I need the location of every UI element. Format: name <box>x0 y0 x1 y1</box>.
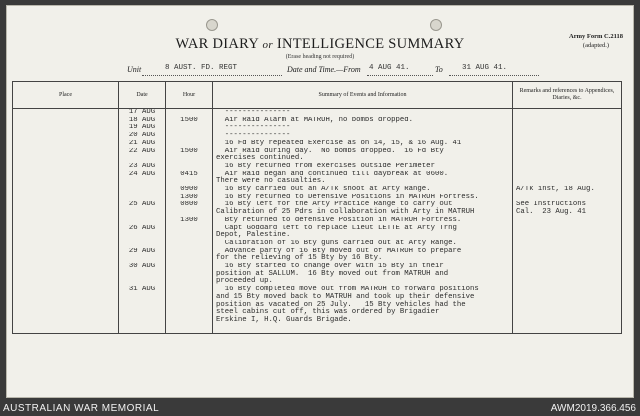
table-row <box>13 186 622 194</box>
unit-value: 8 AUST. FD. REGT <box>165 64 238 72</box>
place-cell <box>13 117 119 125</box>
hour-cell <box>166 124 213 132</box>
remarks-cell <box>513 132 622 140</box>
date-cell: 20 AUG <box>119 132 166 140</box>
summary-cell: Air Raid during day. No bombs dropped. 16 Fd Bty exercises continued. <box>213 148 513 163</box>
table-row <box>13 148 622 163</box>
archive-footer <box>0 399 640 416</box>
remarks-cell <box>513 148 622 163</box>
to-underline <box>449 75 539 76</box>
remarks-cell <box>513 248 622 263</box>
army-form-adapted: (adapted.) <box>582 42 610 49</box>
place-cell <box>13 194 119 202</box>
place-cell <box>13 201 119 216</box>
empty-cell <box>513 325 622 334</box>
empty-cell <box>166 325 213 334</box>
hour-cell: 1500 <box>166 148 213 163</box>
date-from-label: Date and Time.—From <box>287 65 361 74</box>
punch-hole-left <box>206 19 218 31</box>
remarks-cell: A/Tk inst, 18 Aug. <box>513 186 622 194</box>
title-intelligence-summary: INTELLIGENCE SUMMARY <box>276 36 465 52</box>
date-cell: 24 AUG <box>119 171 166 186</box>
date-cell: 19 AUG <box>119 124 166 132</box>
table-end-row <box>13 325 622 334</box>
place-cell <box>13 248 119 263</box>
summary-cell: Advance party of 16 Bty moved out of MATRUH to prepare for the relieving of 15 Bty by 16 Bty. <box>213 248 513 263</box>
remarks-cell: See Instructions Cal. 23 Aug. 41 <box>513 201 622 216</box>
table-row <box>13 171 622 186</box>
table-row <box>13 140 622 148</box>
place-cell <box>13 109 119 117</box>
summary-cell: 16 Bty returned to Defensive Positions in MATRUH Fortress. <box>213 194 513 202</box>
summary-cell: 16 Bty started to change over with 15 Bty in their position at SALLUM. 16 Bty moved out from MATRUH and proceeded up. <box>213 263 513 286</box>
hour-cell <box>166 240 213 248</box>
table-row <box>13 109 622 117</box>
hour-cell <box>166 132 213 140</box>
remarks-cell <box>513 109 622 117</box>
date-cell <box>119 194 166 202</box>
summary-cell: --------------- <box>213 132 513 140</box>
place-cell <box>13 124 119 132</box>
form-subtitle: (Erase heading not required) <box>285 54 355 60</box>
summary-cell: Air Raid began and continued till daybreak at 0600. There were no casualties. <box>213 171 513 186</box>
hour-cell: 1500 <box>166 117 213 125</box>
remarks-cell <box>513 124 622 132</box>
summary-cell: Air Raid Alarm at MATRUH, no bombs dropped. <box>213 117 513 125</box>
place-cell <box>13 225 119 240</box>
diary-sheet <box>6 5 634 398</box>
table-row <box>13 194 622 202</box>
col-header-summary: Summary of Events and Information <box>213 82 513 109</box>
place-cell <box>13 140 119 148</box>
col-header-hour: Hour <box>166 82 213 109</box>
date-cell <box>119 186 166 194</box>
summary-cell: Bty returned to defensive Position in MATRUH Fortress. <box>213 217 513 225</box>
remarks-cell <box>513 194 622 202</box>
place-cell <box>13 217 119 225</box>
table-row <box>13 124 622 132</box>
army-form-label <box>569 32 623 50</box>
remarks-cell <box>513 163 622 171</box>
army-form-number: Army Form C.2118 <box>569 33 623 40</box>
place-cell <box>13 148 119 163</box>
date-cell <box>119 217 166 225</box>
footer-accession-number: AWM2019.366.456 <box>550 403 636 414</box>
from-underline <box>367 75 433 76</box>
col-header-date: Date <box>119 82 166 109</box>
date-cell: 29 AUG <box>119 248 166 263</box>
date-cell: 26 AUG <box>119 225 166 240</box>
empty-cell <box>13 325 119 334</box>
unit-label: Unit <box>127 65 142 74</box>
remarks-cell <box>513 225 622 240</box>
date-cell: 23 AUG <box>119 163 166 171</box>
summary-cell: 16 Bty completed move out from MATRUH to forward positions and 15 Bty moved back to MATRUH and took up their defensive position as vacated on 25 July. 15 Bty vehicles had the steel cabins cut off, this was ordered by Brigadier Erskine I, H.Q. Guards Brigade. <box>213 286 513 325</box>
hour-cell <box>166 109 213 117</box>
hour-cell: 0900 <box>166 186 213 194</box>
table-header-row <box>13 82 622 109</box>
hour-cell <box>166 263 213 286</box>
hour-cell <box>166 163 213 171</box>
summary-cell: --------------- <box>213 109 513 117</box>
remarks-cell <box>513 171 622 186</box>
place-cell <box>13 171 119 186</box>
unit-underline <box>142 75 282 76</box>
hour-cell <box>166 248 213 263</box>
date-cell: 18 AUG <box>119 117 166 125</box>
empty-cell <box>213 325 513 334</box>
col-header-place: Place <box>13 82 119 109</box>
hour-cell <box>166 140 213 148</box>
summary-cell: Capt Goddard left to replace Lieut LETTE at Arty Trng Depot, Palestine. <box>213 225 513 240</box>
date-cell: 17 AUG <box>119 109 166 117</box>
date-from-value: 4 AUG 41. <box>369 64 410 72</box>
remarks-cell <box>513 263 622 286</box>
diary-table <box>12 81 622 334</box>
date-cell: 31 AUG <box>119 286 166 325</box>
date-cell <box>119 240 166 248</box>
hour-cell: 1300 <box>166 194 213 202</box>
table-row <box>13 286 622 325</box>
summary-cell: Calibration of 16 Bty guns carried out at Arty Range. <box>213 240 513 248</box>
place-cell <box>13 240 119 248</box>
col-header-remarks: Remarks and references to Appendices, Diaries, &c. <box>513 82 622 109</box>
diary-entries <box>13 109 622 334</box>
table-row <box>13 225 622 240</box>
place-cell <box>13 263 119 286</box>
remarks-cell <box>513 140 622 148</box>
remarks-cell <box>513 286 622 325</box>
date-to-value: 31 AUG 41. <box>462 64 508 72</box>
summary-cell: 16 Bty left for the Arty Practice Range to carry out Calibration of 25 Pdrs in collaboration with Arty in MATRUH <box>213 201 513 216</box>
hour-cell: 0415 <box>166 171 213 186</box>
title-or: or <box>262 39 273 51</box>
remarks-cell <box>513 240 622 248</box>
date-cell: 30 AUG <box>119 263 166 286</box>
summary-cell: 16 Bty returned from exercises outside Perimeter <box>213 163 513 171</box>
date-cell: 22 AUG <box>119 148 166 163</box>
place-cell <box>13 132 119 140</box>
table-row <box>13 163 622 171</box>
punch-hole-right <box>430 19 442 31</box>
summary-cell: --------------- <box>213 124 513 132</box>
date-cell: 21 AUG <box>119 140 166 148</box>
date-to-label: To <box>435 65 443 74</box>
table-row <box>13 117 622 125</box>
table-row <box>13 217 622 225</box>
hour-cell <box>166 225 213 240</box>
summary-cell: 16 Fd Bty repeated Exercise as on 14, 15, & 16 Aug. 41 <box>213 140 513 148</box>
place-cell <box>13 163 119 171</box>
hour-cell: 1300 <box>166 217 213 225</box>
form-title <box>7 36 633 53</box>
place-cell <box>13 186 119 194</box>
table-row <box>13 240 622 248</box>
remarks-cell <box>513 117 622 125</box>
table-row <box>13 132 622 140</box>
title-war-diary: WAR DIARY <box>175 36 259 52</box>
place-cell <box>13 286 119 325</box>
table-row <box>13 263 622 286</box>
remarks-cell <box>513 217 622 225</box>
hour-cell <box>166 286 213 325</box>
summary-cell: 16 Bty carried out an A/Tk shoot at Arty Range. <box>213 186 513 194</box>
table-row <box>13 201 622 216</box>
date-cell: 25 AUG <box>119 201 166 216</box>
hour-cell: 0800 <box>166 201 213 216</box>
empty-cell <box>119 325 166 334</box>
footer-institution: AUSTRALIAN WAR MEMORIAL <box>3 403 160 414</box>
table-row <box>13 248 622 263</box>
